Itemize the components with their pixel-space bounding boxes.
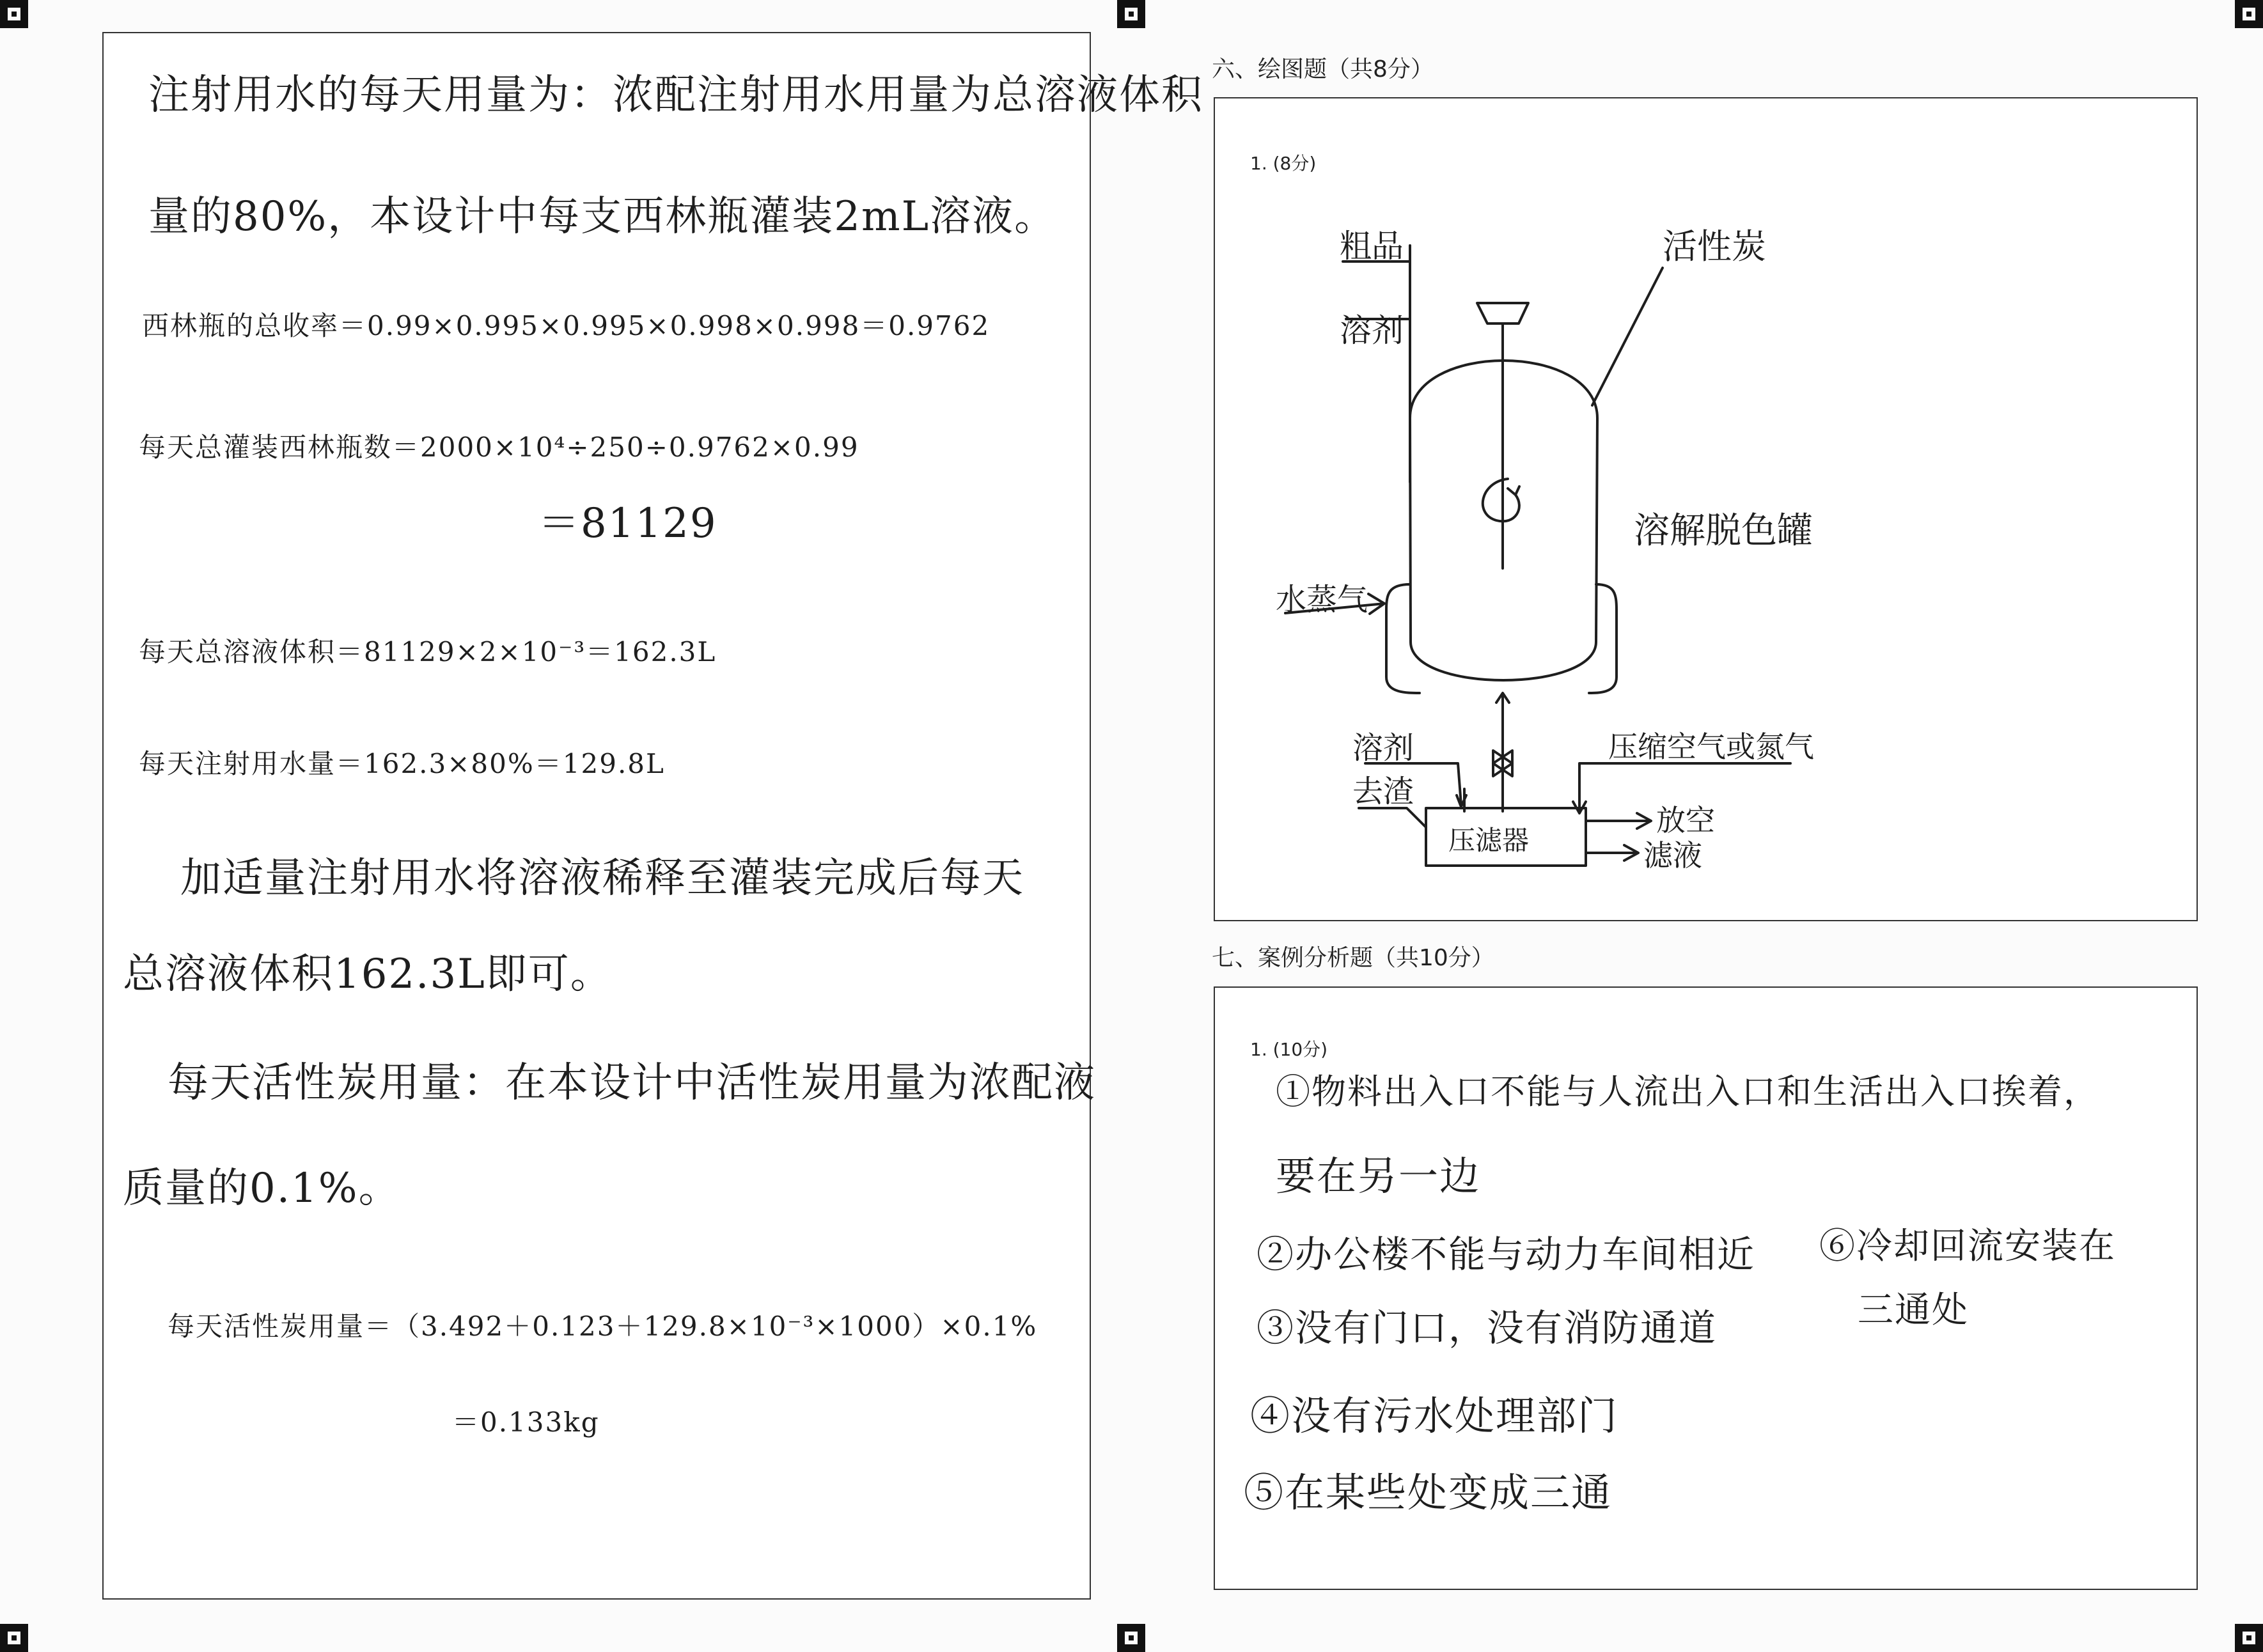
calc-line-7: 每天注射用水量＝162.3×80%＝129.8L	[139, 748, 665, 779]
section-title-drawing: 六、绘图题（共8分）	[1212, 56, 1434, 82]
case-answer-1: ①物料出入口不能与人流出入口和生活出入口挨着，	[1276, 1071, 2099, 1112]
label-steam: 水蒸气	[1276, 582, 1368, 618]
section-title-case-analysis: 七、案例分析题（共10分）	[1212, 945, 1494, 971]
case-answer-1b: 要在另一边	[1276, 1153, 1481, 1199]
label-filtrate: 滤液	[1643, 838, 1702, 873]
label-crude: 粗品	[1340, 228, 1404, 265]
calc-line-13: ＝0.133kg	[452, 1407, 600, 1438]
calculation-answer-box	[102, 32, 1203, 1600]
drawing-question-number: 1. (8分)	[1250, 153, 1317, 174]
calc-line-6: 每天总溶液体积＝81129×2×10⁻³＝162.3L	[139, 636, 717, 667]
calc-line-9: 总溶液体积162.3L即可。	[123, 951, 613, 998]
calc-line-2: 量的80%，本设计中每支西林瓶灌装2mL溶液。	[148, 193, 1057, 240]
filtrate-arrow	[1586, 845, 1638, 861]
tank-jacket	[1386, 584, 1617, 693]
label-tank: 溶解脱色罐	[1634, 510, 1813, 552]
registration-marker-top-left	[0, 0, 28, 28]
label-activated-carbon: 活性炭	[1663, 226, 1766, 267]
case-answer-4: ④没有污水处理部门	[1250, 1392, 1619, 1439]
registration-marker-bottom-right	[2235, 1624, 2263, 1652]
registration-marker-bottom-center	[1117, 1624, 1145, 1652]
calc-line-12: 每天活性炭用量＝（3.492＋0.123＋129.8×10⁻³×1000）×0.1%	[168, 1311, 1038, 1342]
case-answer-2: ②办公楼不能与动力车间相近	[1257, 1233, 1756, 1276]
calc-line-8: 加适量注射用水将溶液稀释至灌装完成后每天	[180, 855, 1024, 902]
registration-marker-bottom-left	[0, 1624, 28, 1652]
case-answer-6b: 三通处	[1858, 1290, 1969, 1331]
calc-line-5: ＝81129	[538, 500, 717, 547]
case-answer-6: ⑥冷却回流安装在	[1819, 1226, 2116, 1267]
calc-line-3: 西林瓶的总收率＝0.99×0.995×0.995×0.998×0.998＝0.9762	[142, 310, 991, 341]
calc-line-4: 每天总灌装西林瓶数＝2000×10⁴÷250÷0.9762×0.99	[139, 432, 859, 463]
label-slag: 去渣	[1352, 774, 1414, 809]
case-answer-3: ③没有门口，没有消防通道	[1257, 1306, 1718, 1350]
label-vent: 放空	[1656, 803, 1715, 838]
calc-line-11: 质量的0.1%。	[123, 1165, 401, 1212]
calc-line-10: 每天活性炭用量：在本设计中活性炭用量为浓配液	[168, 1059, 1096, 1107]
registration-marker-top-center	[1117, 0, 1145, 28]
carbon-pipe	[1592, 268, 1663, 405]
registration-marker-top-right	[2235, 0, 2263, 28]
case-analysis-answer-box	[1214, 986, 2198, 1590]
label-solvent-top: 溶剂	[1340, 312, 1404, 349]
vent-arrow	[1586, 813, 1651, 829]
case-answer-5: ⑤在某些处变成三通	[1244, 1469, 1613, 1516]
agitator-motor	[1477, 303, 1528, 323]
calc-line-1: 注射用水的每天用量为：浓配注射用水用量为总溶液体积	[148, 72, 1203, 119]
drawing-answer-box	[1214, 97, 2198, 921]
label-solvent-bottom: 溶剂	[1352, 730, 1414, 766]
label-compressed-air: 压缩空气或氮气	[1608, 729, 1814, 764]
agitator-rotation	[1483, 479, 1519, 521]
label-filter: 压滤器	[1448, 825, 1530, 856]
case-question-number: 1. (10分)	[1250, 1039, 1328, 1060]
dissolution-decolorization-diagram	[1215, 98, 2196, 920]
